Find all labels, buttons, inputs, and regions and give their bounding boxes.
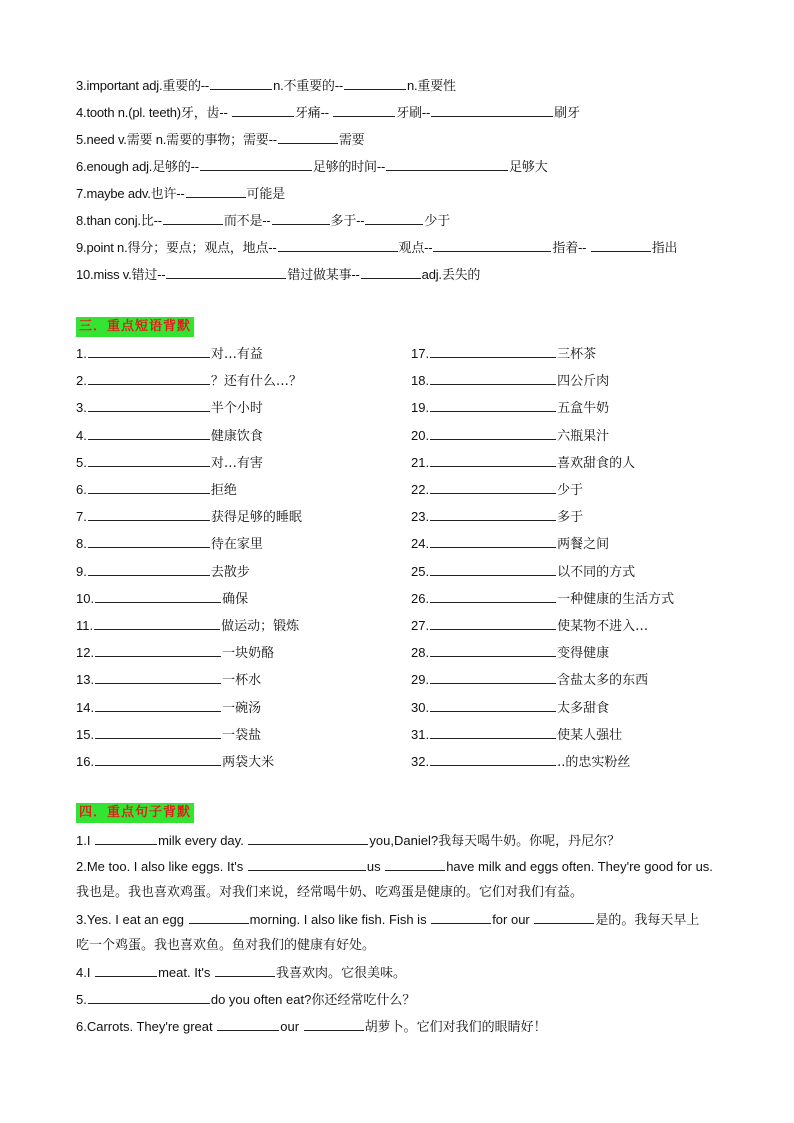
- answer-blank[interactable]: [430, 751, 556, 766]
- phrase-meaning: 去散步: [210, 564, 250, 580]
- sentence-text: 4.I: [76, 965, 95, 980]
- vocab-text: 牙痛--: [295, 105, 333, 120]
- sentence-1: [76, 828, 726, 854]
- phrase-meaning: 半个小时: [210, 401, 263, 417]
- answer-blank[interactable]: [591, 237, 651, 252]
- phrase-item: [411, 476, 731, 503]
- sentence-text: do you often eat?你还经常吃什么？: [210, 992, 416, 1007]
- answer-blank[interactable]: [431, 909, 491, 924]
- answer-blank[interactable]: [163, 210, 223, 225]
- phrase-meaning: 六瓶果汁: [557, 428, 610, 444]
- phrase-meaning: 确保: [222, 591, 249, 607]
- answer-blank[interactable]: [189, 909, 249, 924]
- phrase-meaning: 获得足够的睡眠: [210, 510, 302, 526]
- phrase-meaning: ？还有什么…？: [210, 374, 302, 390]
- answer-blank[interactable]: [95, 830, 157, 845]
- phrase-meaning: 喜欢甜食的人: [557, 455, 636, 471]
- sentence-4: [76, 960, 726, 986]
- answer-blank[interactable]: [200, 156, 312, 171]
- phrase-meaning: 两餐之间: [557, 537, 610, 553]
- phrase-number: 9.: [76, 563, 87, 579]
- phrase-item: [76, 748, 396, 775]
- answer-blank[interactable]: [430, 370, 556, 385]
- phrase-meaning: 太多甜食: [557, 700, 610, 716]
- answer-blank[interactable]: [95, 669, 221, 684]
- phrase-item: [76, 694, 396, 721]
- sentence-text: us: [366, 859, 385, 874]
- phrase-meaning: 两袋大米: [222, 755, 275, 770]
- phrase-item: [76, 503, 396, 530]
- vocab-text: 错过做某事--: [287, 267, 360, 282]
- sentence-2: [76, 854, 726, 880]
- sentence-text: morning. I also like fish. Fish is: [249, 912, 431, 927]
- answer-blank[interactable]: [88, 343, 210, 358]
- phrase-item: [76, 394, 396, 421]
- answer-blank[interactable]: [344, 75, 406, 90]
- section-heading-sentences: 四．重点句子背默: [76, 803, 194, 823]
- vocab-text: 指着--: [552, 240, 590, 255]
- answer-blank[interactable]: [431, 102, 553, 117]
- phrase-item: [411, 367, 731, 394]
- phrase-item: [411, 612, 731, 639]
- answer-blank[interactable]: [534, 909, 594, 924]
- answer-blank[interactable]: [278, 129, 338, 144]
- vocab-line-9: [76, 234, 736, 261]
- vocab-line-5: [76, 126, 736, 153]
- vocab-text: n.重要性: [406, 78, 456, 93]
- sentence-text: have milk and eggs often. They're good for us.: [446, 859, 713, 874]
- vocab-text: 牙刷--: [396, 105, 431, 120]
- phrase-item: [411, 530, 731, 557]
- phrase-number: 31.: [411, 726, 430, 742]
- answer-blank[interactable]: [430, 479, 556, 494]
- vocab-text: 10.miss v.错过--: [76, 267, 166, 282]
- answer-blank[interactable]: [88, 479, 210, 494]
- sentence-text: milk every day.: [158, 833, 248, 848]
- answer-blank[interactable]: [333, 102, 395, 117]
- answer-blank[interactable]: [272, 210, 330, 225]
- phrase-item: [76, 530, 396, 557]
- vocab-text: 观点--: [398, 240, 433, 255]
- phrase-item: [76, 639, 396, 666]
- phrase-meaning: 一碗汤: [222, 700, 262, 716]
- phrase-meaning: 少于: [557, 483, 584, 498]
- vocab-line-10: [76, 261, 736, 288]
- phrase-meaning: 五盒牛奶: [557, 401, 610, 417]
- phrase-number: 17.: [411, 346, 430, 361]
- phrase-number: 15.: [76, 726, 95, 742]
- phrase-item: [411, 558, 731, 585]
- vocab-text: 少于: [424, 213, 451, 228]
- phrase-meaning: 对…有害: [210, 455, 263, 471]
- phrase-number: 6.: [76, 482, 87, 497]
- phrase-item: [76, 612, 396, 639]
- answer-blank[interactable]: [430, 724, 556, 739]
- phrase-number: 23.: [411, 509, 430, 525]
- phrase-meaning: 一袋盐: [222, 727, 262, 743]
- phrase-number: 8.: [76, 536, 87, 552]
- answer-blank[interactable]: [88, 397, 210, 412]
- answer-blank[interactable]: [95, 642, 221, 657]
- vocab-text: 7.maybe adv.也许--: [76, 186, 185, 201]
- answer-blank[interactable]: [430, 533, 556, 548]
- vocab-text: n.不重要的--: [273, 78, 343, 93]
- vocab-text: 刷牙: [554, 105, 580, 120]
- vocab-line-4: [76, 99, 736, 126]
- phrase-number: 26.: [411, 590, 430, 606]
- phrase-item: [76, 476, 396, 503]
- answer-blank[interactable]: [248, 830, 368, 845]
- answer-blank[interactable]: [430, 397, 556, 412]
- vocab-line-7: [76, 180, 736, 207]
- answer-blank[interactable]: [88, 989, 210, 1004]
- phrase-item: [76, 367, 396, 394]
- phrase-number: 11.: [76, 618, 94, 633]
- phrase-number: 5.: [76, 454, 87, 470]
- sentence-text: our: [280, 1019, 303, 1034]
- sentence-3: [76, 907, 726, 933]
- phrase-number: 19.: [411, 400, 430, 416]
- vocab-text: 9.point n.得分；要点；观点，地点--: [76, 240, 277, 255]
- vocab-text: 多于--: [330, 213, 365, 228]
- vocab-text: 足够大: [509, 159, 548, 174]
- sentence-text: 2.Me too. I also like eggs. It's: [76, 859, 247, 874]
- sentence-2-translation: 我也是。我也喜欢鸡蛋。对我们来说，经常喝牛奶、吃鸡蛋是健康的。它们对我们有益。: [76, 885, 584, 900]
- phrase-number: 10.: [76, 590, 95, 606]
- phrase-item: [411, 340, 731, 367]
- sentence-text: for our: [492, 912, 534, 927]
- answer-blank[interactable]: [215, 962, 275, 977]
- phrase-item: [411, 721, 731, 748]
- vocab-text: 6.enough adj.足够的--: [76, 159, 199, 174]
- answer-blank[interactable]: [95, 962, 157, 977]
- phrase-meaning: 三杯茶: [557, 347, 597, 362]
- vocab-line-3: [76, 72, 736, 99]
- phrase-number: 32.: [411, 754, 430, 769]
- sentence-3-translation: 吃一个鸡蛋。我也喜欢鱼。鱼对我们的健康有好处。: [76, 938, 376, 953]
- phrase-number: 3.: [76, 400, 87, 416]
- answer-blank[interactable]: [95, 588, 221, 603]
- phrase-item: [76, 340, 396, 367]
- phrase-number: 12.: [76, 645, 95, 661]
- phrase-meaning: 待在家里: [210, 537, 263, 553]
- answer-blank[interactable]: [430, 561, 556, 576]
- answer-blank[interactable]: [430, 642, 556, 657]
- phrase-item: [411, 585, 731, 612]
- answer-blank[interactable]: [386, 156, 508, 171]
- vocab-line-6: [76, 153, 736, 180]
- answer-blank[interactable]: [232, 102, 294, 117]
- phrase-number: 18.: [411, 373, 430, 389]
- phrase-number: 2.: [76, 373, 87, 389]
- sentence-text: you,Daniel?我每天喝牛奶。你呢，丹尼尔？: [369, 833, 621, 848]
- answer-blank[interactable]: [217, 1016, 279, 1031]
- answer-blank[interactable]: [166, 264, 286, 279]
- phrase-meaning: 一种健康的生活方式: [557, 591, 675, 607]
- answer-blank[interactable]: [88, 370, 210, 385]
- phrase-number: 4.: [76, 427, 87, 443]
- answer-blank[interactable]: [430, 452, 556, 467]
- answer-blank[interactable]: [95, 724, 221, 739]
- answer-blank[interactable]: [88, 425, 210, 440]
- phrase-item: [411, 394, 731, 421]
- answer-blank[interactable]: [361, 264, 421, 279]
- phrase-number: 21.: [411, 454, 430, 470]
- answer-blank[interactable]: [186, 183, 246, 198]
- phrase-number: 1.: [76, 346, 87, 361]
- answer-blank[interactable]: [430, 506, 556, 521]
- phrase-meaning: 多于: [557, 510, 584, 526]
- answer-blank[interactable]: [365, 210, 423, 225]
- answer-blank[interactable]: [94, 615, 220, 630]
- phrase-meaning: 四公斤肉: [557, 374, 610, 390]
- vocab-text: adj.丢失的: [421, 267, 481, 282]
- phrase-item: [76, 449, 396, 476]
- answer-blank[interactable]: [88, 561, 210, 576]
- phrase-number: 7.: [76, 509, 87, 525]
- answer-blank[interactable]: [304, 1016, 364, 1031]
- answer-blank[interactable]: [430, 669, 556, 684]
- phrase-number: 29.: [411, 672, 430, 688]
- answer-blank[interactable]: [95, 751, 221, 766]
- vocab-text: 而不是--: [223, 213, 271, 228]
- phrase-meaning: 对…有益: [210, 347, 263, 362]
- sentence-text: 3.Yes. I eat an egg: [76, 912, 188, 927]
- vocab-text: 3.important adj.重要的--: [76, 78, 210, 93]
- phrase-number: 13.: [76, 672, 95, 688]
- sentence-text: 5.: [76, 992, 87, 1007]
- answer-blank[interactable]: [88, 506, 210, 521]
- answer-blank[interactable]: [248, 856, 366, 871]
- phrase-number: 16.: [76, 754, 95, 769]
- vocab-text: 8.than conj.比--: [76, 213, 162, 228]
- phrase-number: 20.: [411, 427, 430, 443]
- phrase-item: [76, 585, 396, 612]
- answer-blank[interactable]: [210, 75, 272, 90]
- sentence-text: meat. It's: [158, 965, 215, 980]
- phrase-number: 14.: [76, 699, 95, 715]
- phrase-item: [76, 666, 396, 693]
- answer-blank[interactable]: [430, 697, 556, 712]
- vocab-text: 5.need v.需要 n.需要的事物；需要--: [76, 132, 277, 147]
- phrase-number: 27.: [411, 618, 430, 633]
- phrase-meaning: 以不同的方式: [557, 564, 636, 580]
- answer-blank[interactable]: [278, 237, 398, 252]
- phrase-meaning: 含盐太多的东西: [557, 673, 649, 689]
- vocab-text: 足够的时间--: [312, 159, 386, 174]
- phrase-meaning: 使某物不进入…: [557, 619, 649, 634]
- phrase-meaning: 变得健康: [557, 646, 610, 662]
- sentence-text: 6.Carrots. They're great: [76, 1019, 217, 1034]
- vocab-text: 指出: [651, 240, 678, 255]
- phrase-number: 28.: [411, 645, 430, 661]
- answer-blank[interactable]: [95, 697, 221, 712]
- phrase-number: 30.: [411, 699, 430, 715]
- phrase-item: [76, 558, 396, 585]
- phrase-item: [411, 694, 731, 721]
- phrase-meaning: 做运动；锻炼: [221, 619, 300, 634]
- phrase-item: [411, 639, 731, 666]
- answer-blank[interactable]: [88, 533, 210, 548]
- phrase-item: [411, 748, 731, 775]
- sentence-text: 我喜欢肉。它很美味。: [276, 965, 407, 980]
- phrase-item: [411, 422, 731, 449]
- vocab-text: 需要: [338, 132, 365, 147]
- sentence-text: 是的。我每天早上: [595, 912, 700, 927]
- sentence-text: 1.I: [76, 833, 95, 848]
- phrase-item: [76, 422, 396, 449]
- phrase-item: [76, 721, 396, 748]
- phrase-meaning: 使某人强壮: [557, 727, 623, 743]
- phrase-meaning: ..的忠实粉丝: [557, 755, 631, 770]
- phrase-meaning: 拒绝: [210, 483, 237, 498]
- section-heading-phrases: 三．重点短语背默: [76, 317, 194, 337]
- answer-blank[interactable]: [385, 856, 445, 871]
- answer-blank[interactable]: [430, 343, 556, 358]
- phrase-meaning: 一块奶酪: [222, 646, 275, 662]
- phrase-meaning: 健康饮食: [210, 428, 263, 444]
- phrase-number: 24.: [411, 536, 430, 552]
- vocab-text: 可能是: [246, 186, 285, 201]
- answer-blank[interactable]: [433, 237, 551, 252]
- answer-blank[interactable]: [430, 425, 556, 440]
- sentence-text: 胡萝卜。它们对我们的眼睛好！: [364, 1019, 547, 1034]
- answer-blank[interactable]: [430, 615, 556, 630]
- phrase-item: [411, 666, 731, 693]
- answer-blank[interactable]: [430, 588, 556, 603]
- phrase-number: 22.: [411, 482, 430, 497]
- vocab-text: 4.tooth n.(pl. teeth)牙，齿--: [76, 105, 231, 120]
- sentence-5: [76, 987, 726, 1013]
- phrase-item: [411, 503, 731, 530]
- phrase-number: 25.: [411, 563, 430, 579]
- vocab-line-8: [76, 207, 736, 234]
- phrase-meaning: 一杯水: [222, 673, 262, 689]
- phrase-item: [411, 449, 731, 476]
- answer-blank[interactable]: [88, 452, 210, 467]
- sentence-6: [76, 1014, 726, 1040]
